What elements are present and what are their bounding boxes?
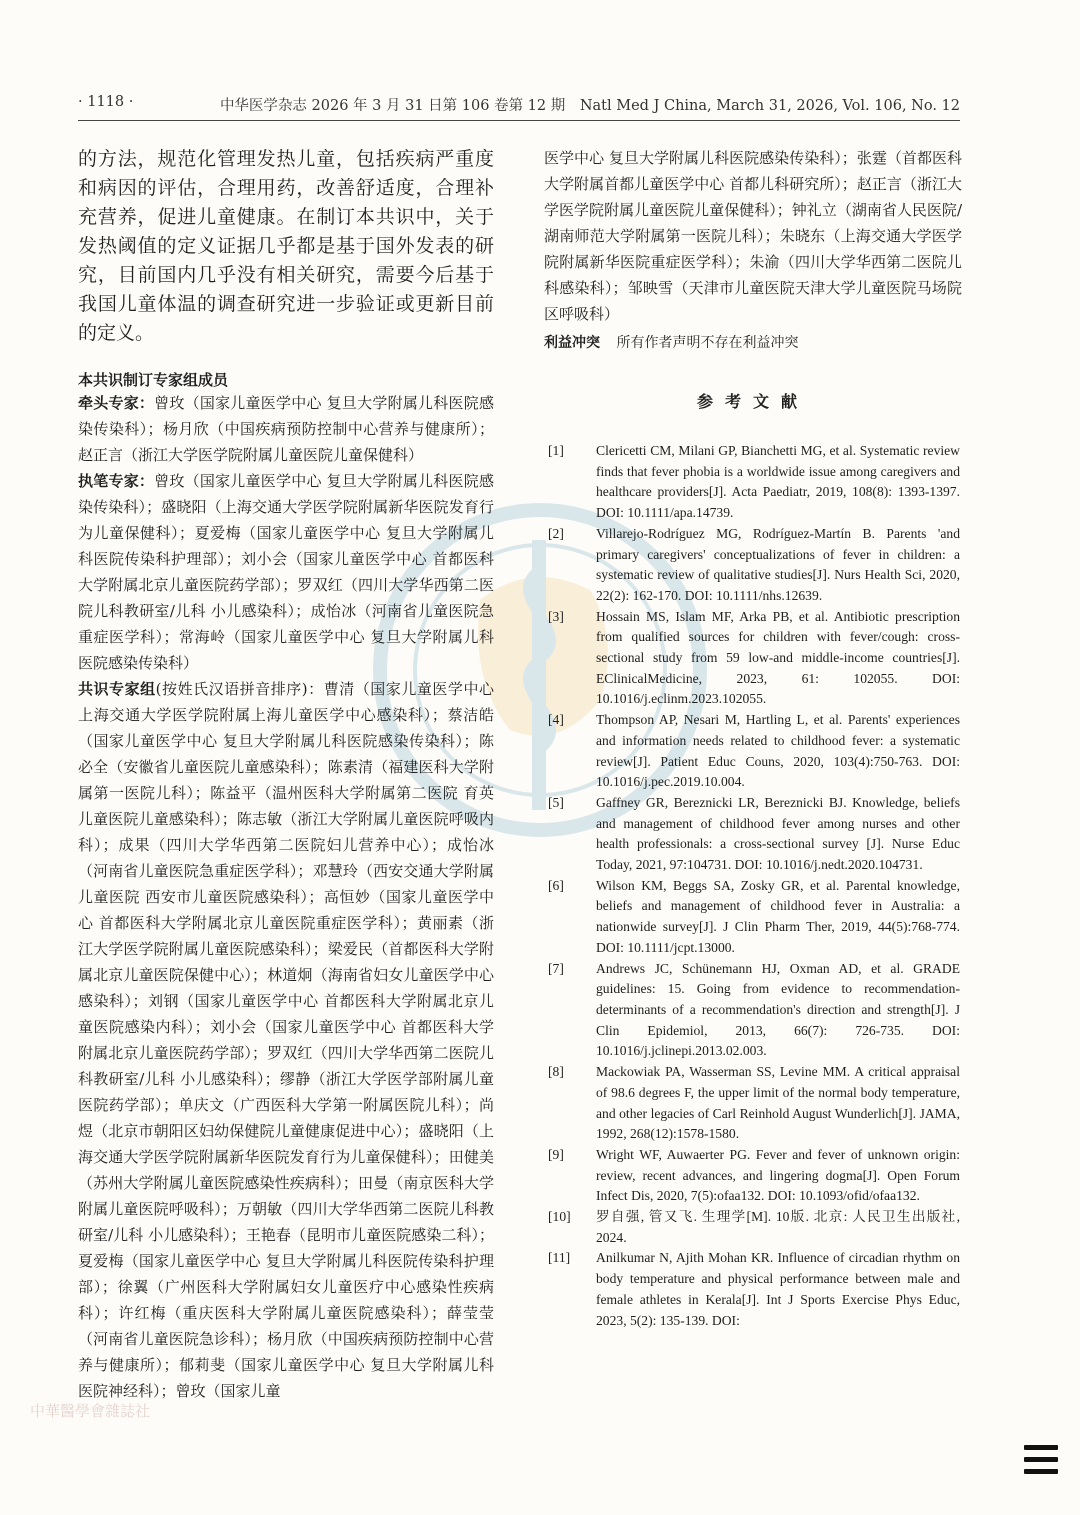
reference-item [548, 441, 960, 524]
conflict-label: 利益冲突 [544, 335, 600, 351]
journal-citation [210, 94, 960, 115]
right-column [544, 145, 962, 448]
consensus-group [78, 676, 494, 1404]
consensus-group-label: 共识专家组 [78, 680, 156, 698]
section-title-experts: 本共识制订专家组成员 [78, 371, 229, 389]
publisher-logo: 中華醫學會雜誌社 [30, 1402, 151, 1420]
closing-paragraph: 的方法，规范化管理发热儿童，包括疾病严重度和病因的评估，合理用药，改善舒适度，合理补充营养，促进儿童健康。在制订本共识中，关于发热阈值的定义证据几乎都是基于国外发表的研究，目前国内几乎没有相关研究，需要今后基于我国儿童体温的调查研究进一步验证或更新目前的定义。 [78, 148, 494, 344]
reference-number: [9] [548, 1146, 564, 1162]
reference-item [548, 1145, 960, 1207]
lead-experts [78, 390, 494, 468]
reference-number: [10] [548, 1209, 571, 1225]
reference-number: [1] [548, 443, 564, 458]
journal-en: Natl Med J China, March 31, 2026, Vol. 106, No. 12 [579, 98, 960, 114]
reference-text: Andrews JC, Schünemann HJ, Oxman AD, et al. GRADE guidelines: 15. Going from evidence to recommendation-determinants of a recommendation's direction and strength[J]. J Clin Epidemiol, 2013, 66(7): 726-735. DOI: 10.1016/j.jclinepi.2013.02.003. [596, 960, 960, 1059]
reference-item [548, 710, 960, 793]
reference-text: Thompson AP, Nesari M, Hartling L, et al. Parents' experiences and information needs related to childhood fever: a systematic review[J]. Patient Educ Couns, 2020, 103(4):750-763. DOI: 10.1016/j.pec.2019.10.004. [596, 712, 960, 790]
reference-number: [8] [548, 1064, 564, 1080]
conflict-of-interest [544, 331, 962, 355]
writing-experts-label: 执笔专家： [78, 472, 155, 490]
reference-text: Wright WF, Auwaerter PG. Fever and fever of unknown origin: review, recent advances, and lingering dogma[J]. Open Forum Infect Dis, 2020, 7(5):ofaa132. DOI: 10.1093/ofid/ofaa132. [596, 1146, 960, 1204]
reference-number: [2] [548, 525, 564, 541]
references-title: 参考文献 [696, 392, 809, 411]
reference-item [548, 607, 960, 711]
expert-list-continuation: 医学中心 复旦大学附属儿科医院感染传染科）；张霆（首都医科大学附属首都儿童医学中心 首都儿科研究所）；赵正言（浙江大学医学院附属儿童医院儿童保健科）；钟礼立（湖南省人民医院/湖南师范大学附属第一医院儿科）；朱晓东（上海交通大学医学院附属新华医院重症医学科）；朱渝（四川大学华西第二医院儿科感染科）；邹映雪（天津市儿童医院天津大学儿童医院马场院区呼吸科） [544, 149, 962, 323]
page-header [78, 94, 960, 118]
conflict-text: 所有作者声明不存在利益冲突 [616, 335, 799, 351]
reference-item [548, 959, 960, 1063]
reference-item [548, 1248, 960, 1331]
reference-text: Hossain MS, Islam MF, Arka PB, et al. Antibiotic prescription from qualified sources for children with fever/cough: cross-sectional study from 59 low-and middle-income countries[J]. EClinicalMedicine, 2023, 61: 102055. DOI: 10.1016/j.eclinm.2023.102055. [596, 608, 960, 707]
reference-number: [7] [548, 960, 564, 976]
reference-item [548, 793, 960, 876]
lead-experts-label: 牵头专家： [78, 394, 155, 412]
reference-text: Clericetti CM, Milani GP, Bianchetti MG, et al. Systematic review finds that fever phobia is a worldwide issue among caregivers and healthcare providers[J]. Acta Paediatr, 2019, 108(8): 1393-1397. DOI: 10.1111/apa.14739. [596, 443, 960, 521]
hamburger-menu-icon[interactable] [1024, 1445, 1058, 1475]
writing-experts-text: 曾玫（国家儿童医学中心 复旦大学附属儿科医院感染传染科）；盛晓阳（上海交通大学医学院附属新华医院发育行为儿童保健科）；夏爱梅（国家儿童医学中心 复旦大学附属儿科医院传染科护理部）；刘小会（国家儿童医学中心 首都医科大学附属北京儿童医院药学部）；罗双红（四川大学华西第二医院儿科教研室/儿科 小儿感染科）；成怡冰（河南省儿童医院急重症医学科）；常海岭（国家儿童医学中心 复旦大学附属儿科医院感染传染科） [78, 472, 494, 672]
reference-number: [5] [548, 794, 564, 810]
reference-text: Anilkumar N, Ajith Mohan KR. Influence of circadian rhythm on body temperature and physical performance between male and female athletes in Kerala[J]. Int J Sports Exercise Phys Educ, 2023, 5(2): 135-139. DOI: [596, 1250, 960, 1328]
lead-experts-text: 曾玫（国家儿童医学中心 复旦大学附属儿科医院感染传染科）；杨月欣（中国疾病预防控制中心营养与健康所）；赵正言（浙江大学医学院附属儿童医院儿童保健科） [78, 394, 494, 464]
writing-experts [78, 468, 494, 676]
consensus-group-text: (按姓氏汉语拼音排序)：曹清（国家儿童医学中心 上海交通大学医学院附属上海儿童医学中心感染科）；蔡洁皓（国家儿童医学中心 复旦大学附属儿科医院感染传染科）；陈必全（安徽省儿童医院儿童感染科）；陈素清（福建医科大学附属第一医院儿科）；陈益平（温州医科大学附属第二医院 育英儿童医院儿童感染科）；陈志敏（浙江大学附属儿童医院呼吸内科）；成果（四川大学华西第二医院妇儿营养中心）；成怡冰（河南省儿童医院急重症医学科）；邓慧玲（西安交通大学附属儿童医院 西安市儿童医院感染科）；高恒妙（国家儿童医学中心 首都医科大学附属北京儿童医院重症医学科）；黄丽素（浙江大学医学院附属儿童医院感染科）；梁爱民（首都医科大学附属北京儿童医院保健中心）；林道炯（海南省妇女儿童医学中心感染科）；刘钢（国家儿童医学中心 首都医科大学附属北京儿童医院感染内科）；刘小会（国家儿童医学中心 首都医科大学附属北京儿童医院药学部）；罗双红（四川大学华西第二医院儿科教研室/儿科 小儿感染科）；缪静（浙江大学医学部附属儿童医院药学部）；单庆文（广西医科大学第一附属医院儿科）；尚煜（北京市朝阳区妇幼保健院儿童健康促进中心）；盛晓阳（上海交通大学医学院附属新华医院发育行为儿童保健科）；田健美（苏州大学附属儿童医院感染性疾病科）；田曼（南京医科大学附属儿童医院呼吸科）；万朝敏（四川大学华西第二医院儿科教研室/儿科 小儿感染科）；王艳春（昆明市儿童医院感染二科）；夏爱梅（国家儿童医学中心 复旦大学附属儿科医院传染科护理部）；徐翼（广州医科大学附属妇女儿童医疗中心感染性疾病科）；许红梅（重庆医科大学附属儿童医院感染科）；薛莹莹（河南省儿童医院急诊科）；杨月欣（中国疾病预防控制中心营养与健康所）；郁莉斐（国家儿童医学中心 复旦大学附属儿科医院神经科）；曾玫（国家儿童 [78, 680, 494, 1400]
page-number: · 1118 · [78, 94, 134, 110]
header-rule [78, 120, 960, 121]
reference-item [548, 876, 960, 959]
reference-number: [11] [548, 1250, 571, 1266]
reference-item [548, 1207, 960, 1248]
journal-cn: 中华医学杂志 2026 年 3 月 31 日第 106 卷第 12 期 [219, 98, 566, 114]
left-column [78, 145, 494, 1404]
reference-item [548, 1062, 960, 1145]
reference-text: Mackowiak PA, Wasserman SS, Levine MM. A critical appraisal of 98.6 degrees F, the upper limit of the normal body temperature, and other legacies of Carl Reinhold August Wunderlich[J]. JAMA, 1992, 268(12):1578-1580. [596, 1064, 960, 1142]
reference-text: Villarejo-Rodríguez MG, Rodríguez-Martín B. Parents 'and primary caregivers' conceptualizations of fever in children: a systematic review of qualitative studies[J]. Nurs Health Sci, 2020, 22(2): 162-170. DOI: 10.1111/nhs.12639. [596, 525, 960, 603]
reference-number: [6] [548, 877, 564, 893]
reference-number: [4] [548, 712, 564, 728]
reference-text: Gaffney GR, Bereznicki LR, Bereznicki BJ. Knowledge, beliefs and management of childhood fever among nurses and other health professionals: a cross-sectional survey [J]. Nurse Educ Today, 2021, 97:104731. DOI: 10.1016/j.nedt.2020.104731. [596, 794, 960, 873]
reference-text: 罗自强, 管又飞. 生理学[M]. 10版. 北京: 人民卫生出版社, 2024. [596, 1209, 960, 1245]
reference-text: Wilson KM, Beggs SA, Zosky GR, et al. Parental knowledge, beliefs and management of childhood fever in Australia: a nationwide survey[J]. J Clin Pharm Ther, 2019, 44(5):768-774. DOI: 10.1111/jcpt.13000. [596, 877, 960, 955]
reference-list [548, 441, 960, 1331]
reference-number: [3] [548, 608, 564, 624]
reference-item [548, 524, 960, 607]
